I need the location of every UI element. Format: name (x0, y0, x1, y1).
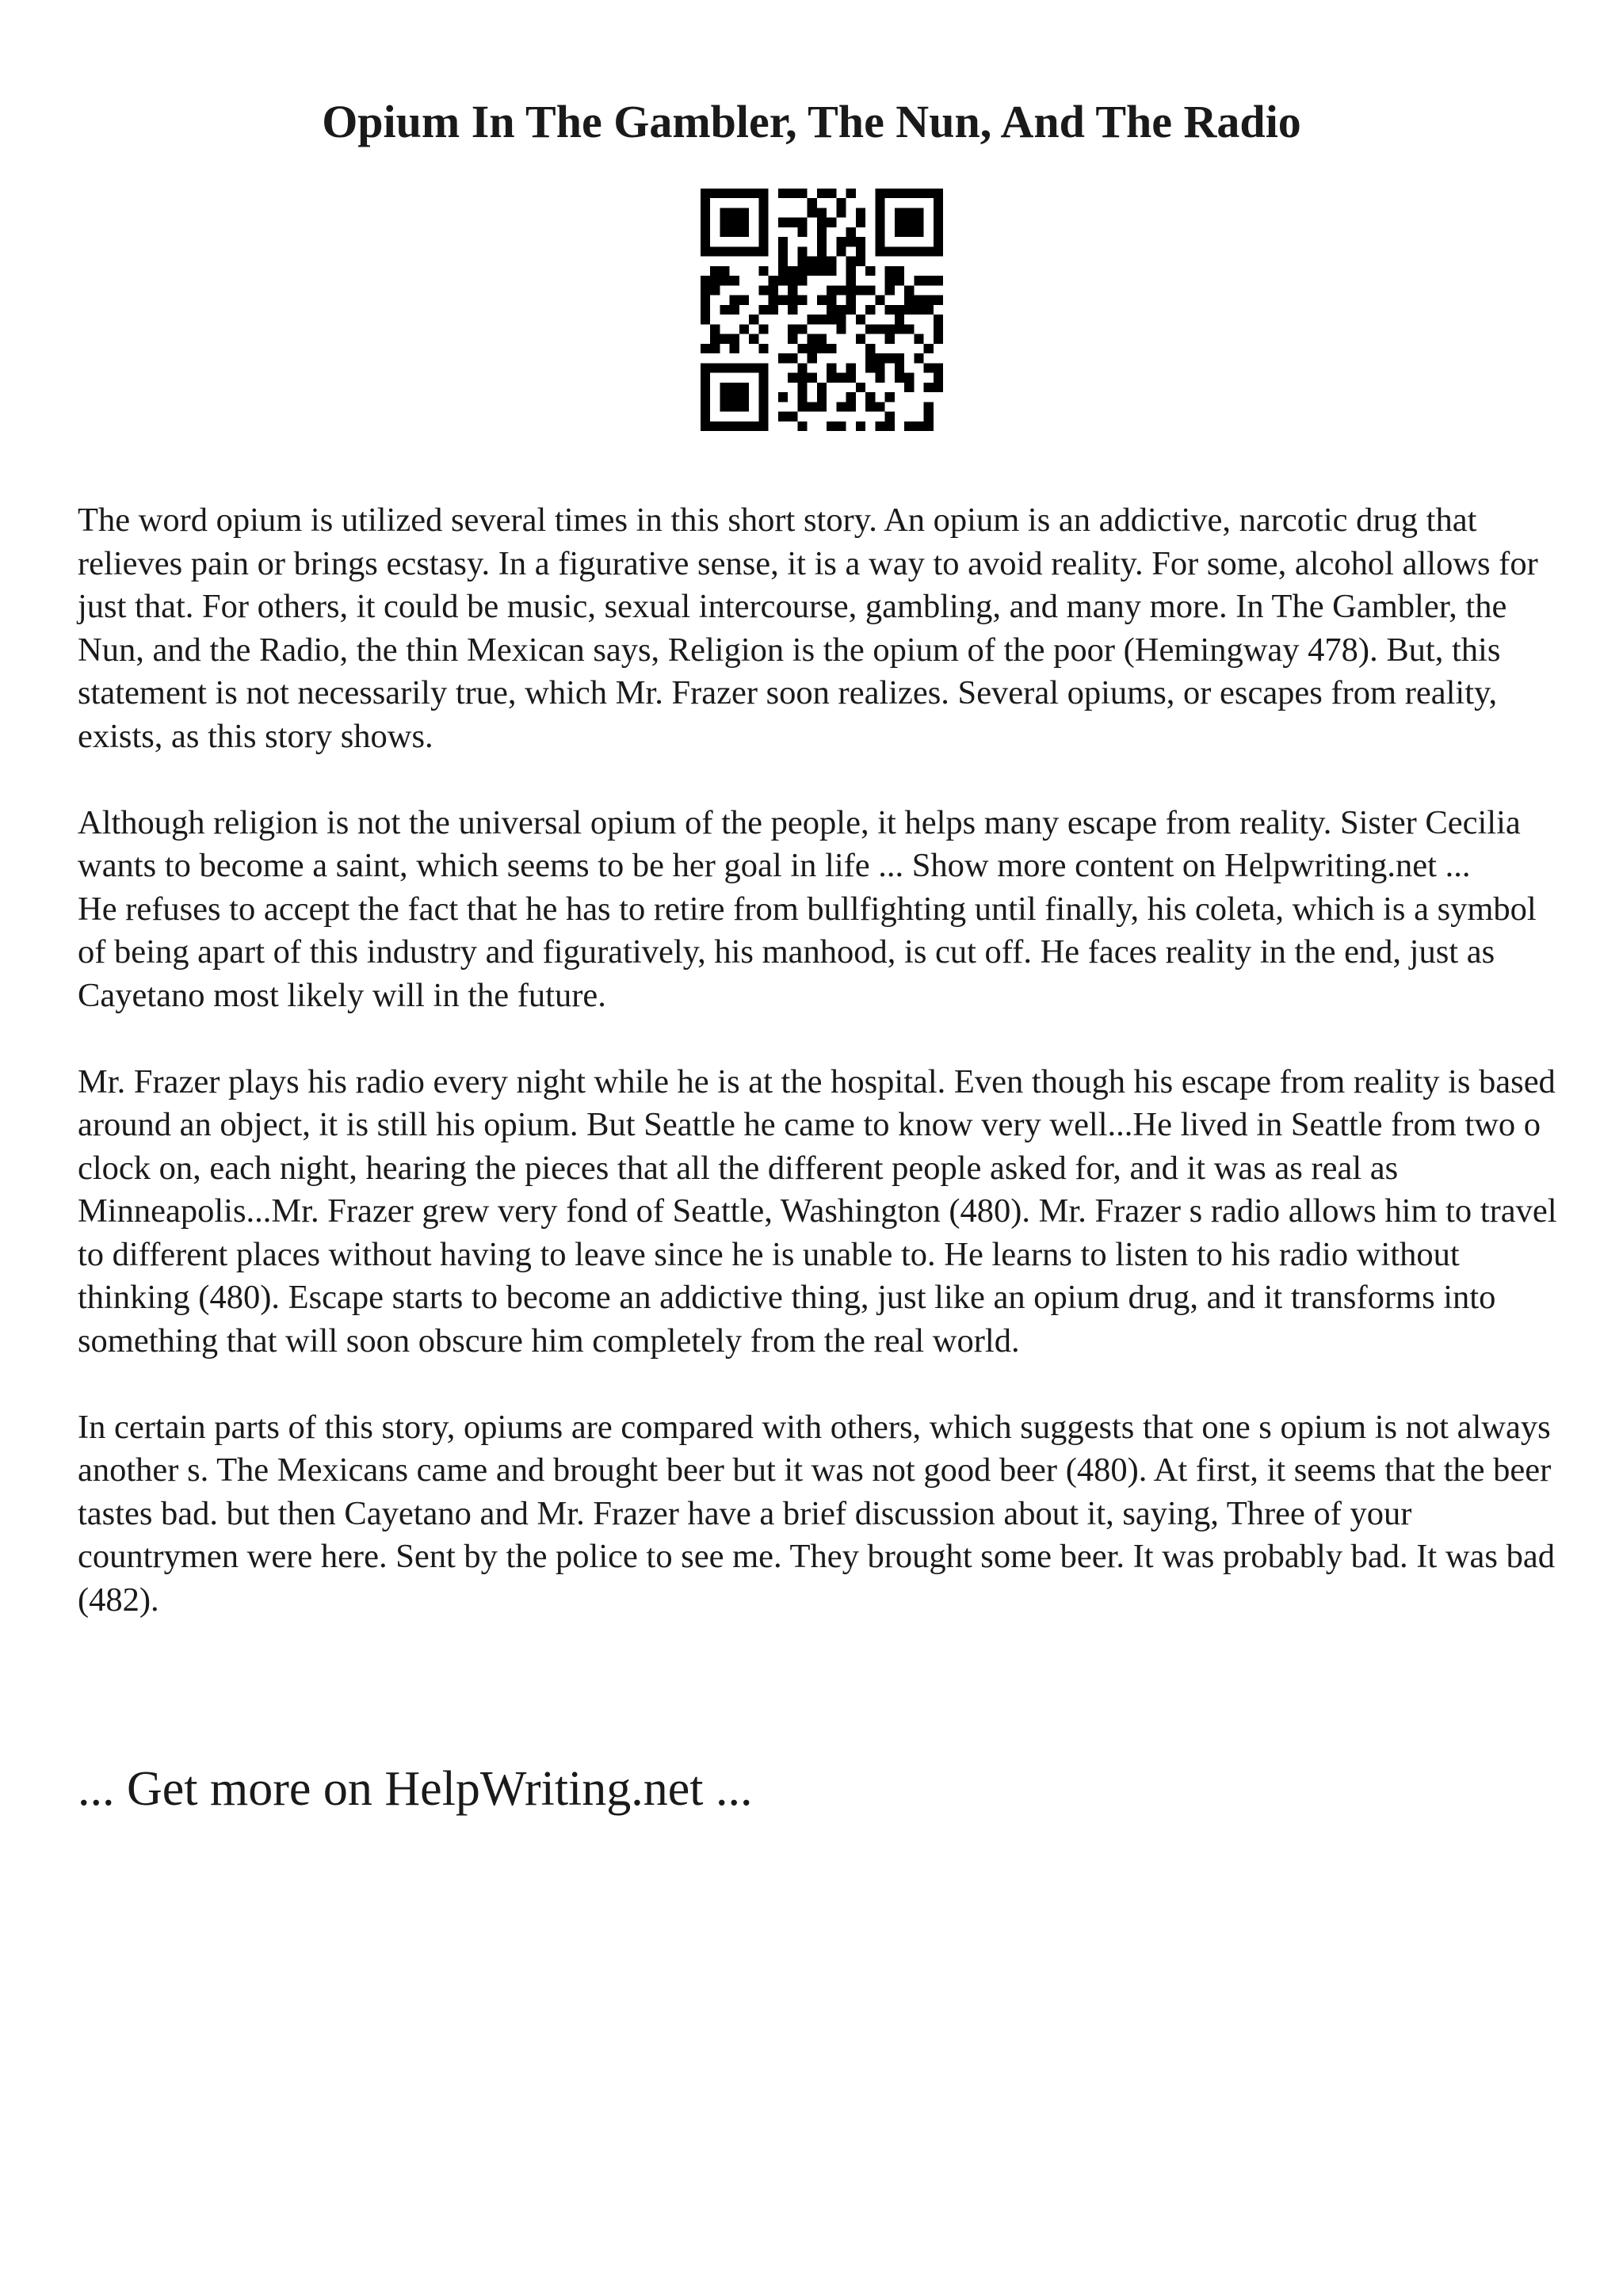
paragraph-4: Mr. Frazer plays his radio every night while he is at the hospital. Even though his escape from reality is based around an object, it is still his opium. But Seattle he came to know very well...He lived in Seattle from two o clock on, each night, hearing the pieces that all the different people asked for, and it was as real as Minneapolis...Mr. Frazer grew very fond of Seattle, Washington (480). Mr. Frazer s radio allows him to travel to different places without having to leave since he is unable to. He learns to listen to his radio without thinking (480). Escape starts to become an addictive thing, just like an opium drug, and it transforms into something that will soon obscure him completely from the real world. (78, 1062, 1557, 1360)
page-title: Opium In The Gambler, The Nun, And The Radio (322, 96, 1301, 147)
paragraph-1: The word opium is utilized several times in this short story. An opium is an addictive, narcotic drug that relieves pain or brings ecstasy. In a figurative sense, it is a way to avoid reality. For some, alcohol allows for just that. For others, it could be music, sexual intercourse, gambling, and many more. In The Gambler, the Nun, and the Radio, the thin Mexican says, Religion is the opium of the poor (Hemingway 478). But, this statement is not necessarily true, which Mr. Frazer soon realizes. Several opiums, or escapes from reality, exists, as this story shows. (78, 502, 1538, 755)
paragraph-5: In certain parts of this story, opiums are compared with others, which suggests that one s opium is not always another s. The Mexicans came and brought beer but it was not good beer (480). At first, it seems that the beer tastes bad. but then Cayetano and Mr. Frazer have a brief discussion about it, saying, Three of your countrymen were here. Sent by the police to see me. They brought some beer. It was probably bad. It was bad (482). (78, 1408, 1555, 1619)
paragraph-3: He refuses to accept the fact that he has to retire from bullfighting until finally, his coleta, which is a symbol of being apart of this industry and figuratively, his manhood, is cut off. He faces reality in the end, just as Cayetano most likely will in the future. (78, 890, 1537, 1014)
qr-code-icon (701, 189, 943, 431)
article-body (78, 499, 1568, 1622)
get-more-link[interactable]: ... Get more on HelpWriting.net ... (78, 1762, 753, 1816)
paragraph-2: Although religion is not the universal opium of the people, it helps many escape from reality. Sister Cecilia wants to become a saint, which seems to be her goal in life ... Show more content on Helpwriting.net ... (78, 803, 1521, 884)
